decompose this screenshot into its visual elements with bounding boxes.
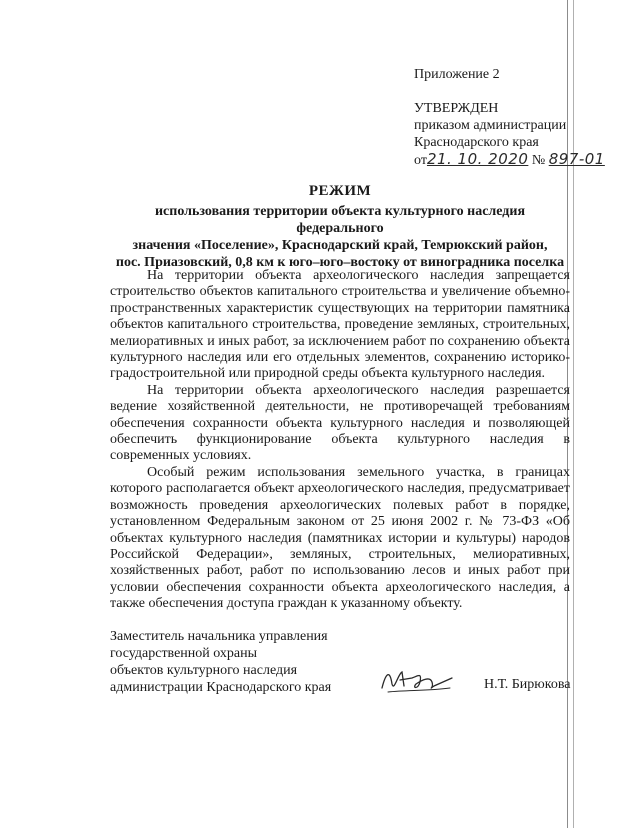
signer-name: Н.Т. Бирюкова <box>484 677 571 692</box>
handwritten-number: 897-01 <box>548 150 605 168</box>
appendix-label: Приложение 2 <box>414 67 500 82</box>
number-prefix: № <box>531 153 546 168</box>
order-date-number-line <box>414 150 605 169</box>
handwritten-date: 21. 10. 2020 <box>426 150 529 168</box>
signatory-line-3: объектов культурного наследия <box>110 663 298 678</box>
title-line-1: использования территории объекта культурного наследия федерального <box>154 204 526 236</box>
date-prefix: от <box>414 153 427 168</box>
signatory-line-4: администрации Краснодарского края <box>110 680 332 695</box>
document-body <box>110 268 570 613</box>
order-line-1: приказом администрации <box>414 118 567 133</box>
title-line-3: пос. Приазовский, 0,8 км к юго–юго–востоку от виноградника поселка <box>115 255 565 270</box>
signatory-line-2: государственной охраны <box>110 646 258 661</box>
signatory-line-1: Заместитель начальника управления <box>110 629 328 644</box>
title-line-2: значения «Поселение», Краснодарский край, Темрюкский район, <box>132 238 548 253</box>
paragraph-permissions: На территории объекта археологического наследия разрешается ведение хозяйственной деятельности, не противоречащей требованиям обеспечения сохранности объекта культурного наследия и позволяющей обеспечить функционирование объекта культурного наследия в современных условиях. <box>110 382 570 464</box>
approved-label: УТВЕРЖДЕН <box>414 101 499 116</box>
paragraph-special-regime: Особый режим использования земельного участка, в границах которого располагается объект археологического наследия, предусматривает возможность проведения археологических полевых работ в порядке, установленном Федеральным законом от 25 июня 2002 г. № 73-ФЗ «Об объектах культурного наследия (памятниках истории и культуры) народов Российской Федерации», земляных, строительных, мелиоративных, хозяйственных работ, работ по использованию лесов и иных работ при условии обеспечения сохранности объекта археологического наследия, а также обеспечения доступа граждан к указанному объекту. <box>110 464 570 612</box>
approval-stamp-block <box>414 100 605 169</box>
handwritten-signature-icon <box>378 664 458 696</box>
signatory-position <box>110 628 360 696</box>
paragraph-prohibitions: На территории объекта археологического наследия запрещается строительство объектов капитального строительства и увеличение объемно-пространственных характеристик существующих на территории памятника объектов капитального строительства, проведение земляных, строительных, мелиоративных и иных работ, за исключением работ по сохранению объекта культурного наследия или его отдельных элементов, сохранению историко-градостроительной или природной среды объекта культурного наследия. <box>110 268 570 382</box>
document-title <box>110 183 570 271</box>
order-line-2: Краснодарского края <box>414 135 539 150</box>
title-heading: РЕЖИМ <box>308 183 372 199</box>
